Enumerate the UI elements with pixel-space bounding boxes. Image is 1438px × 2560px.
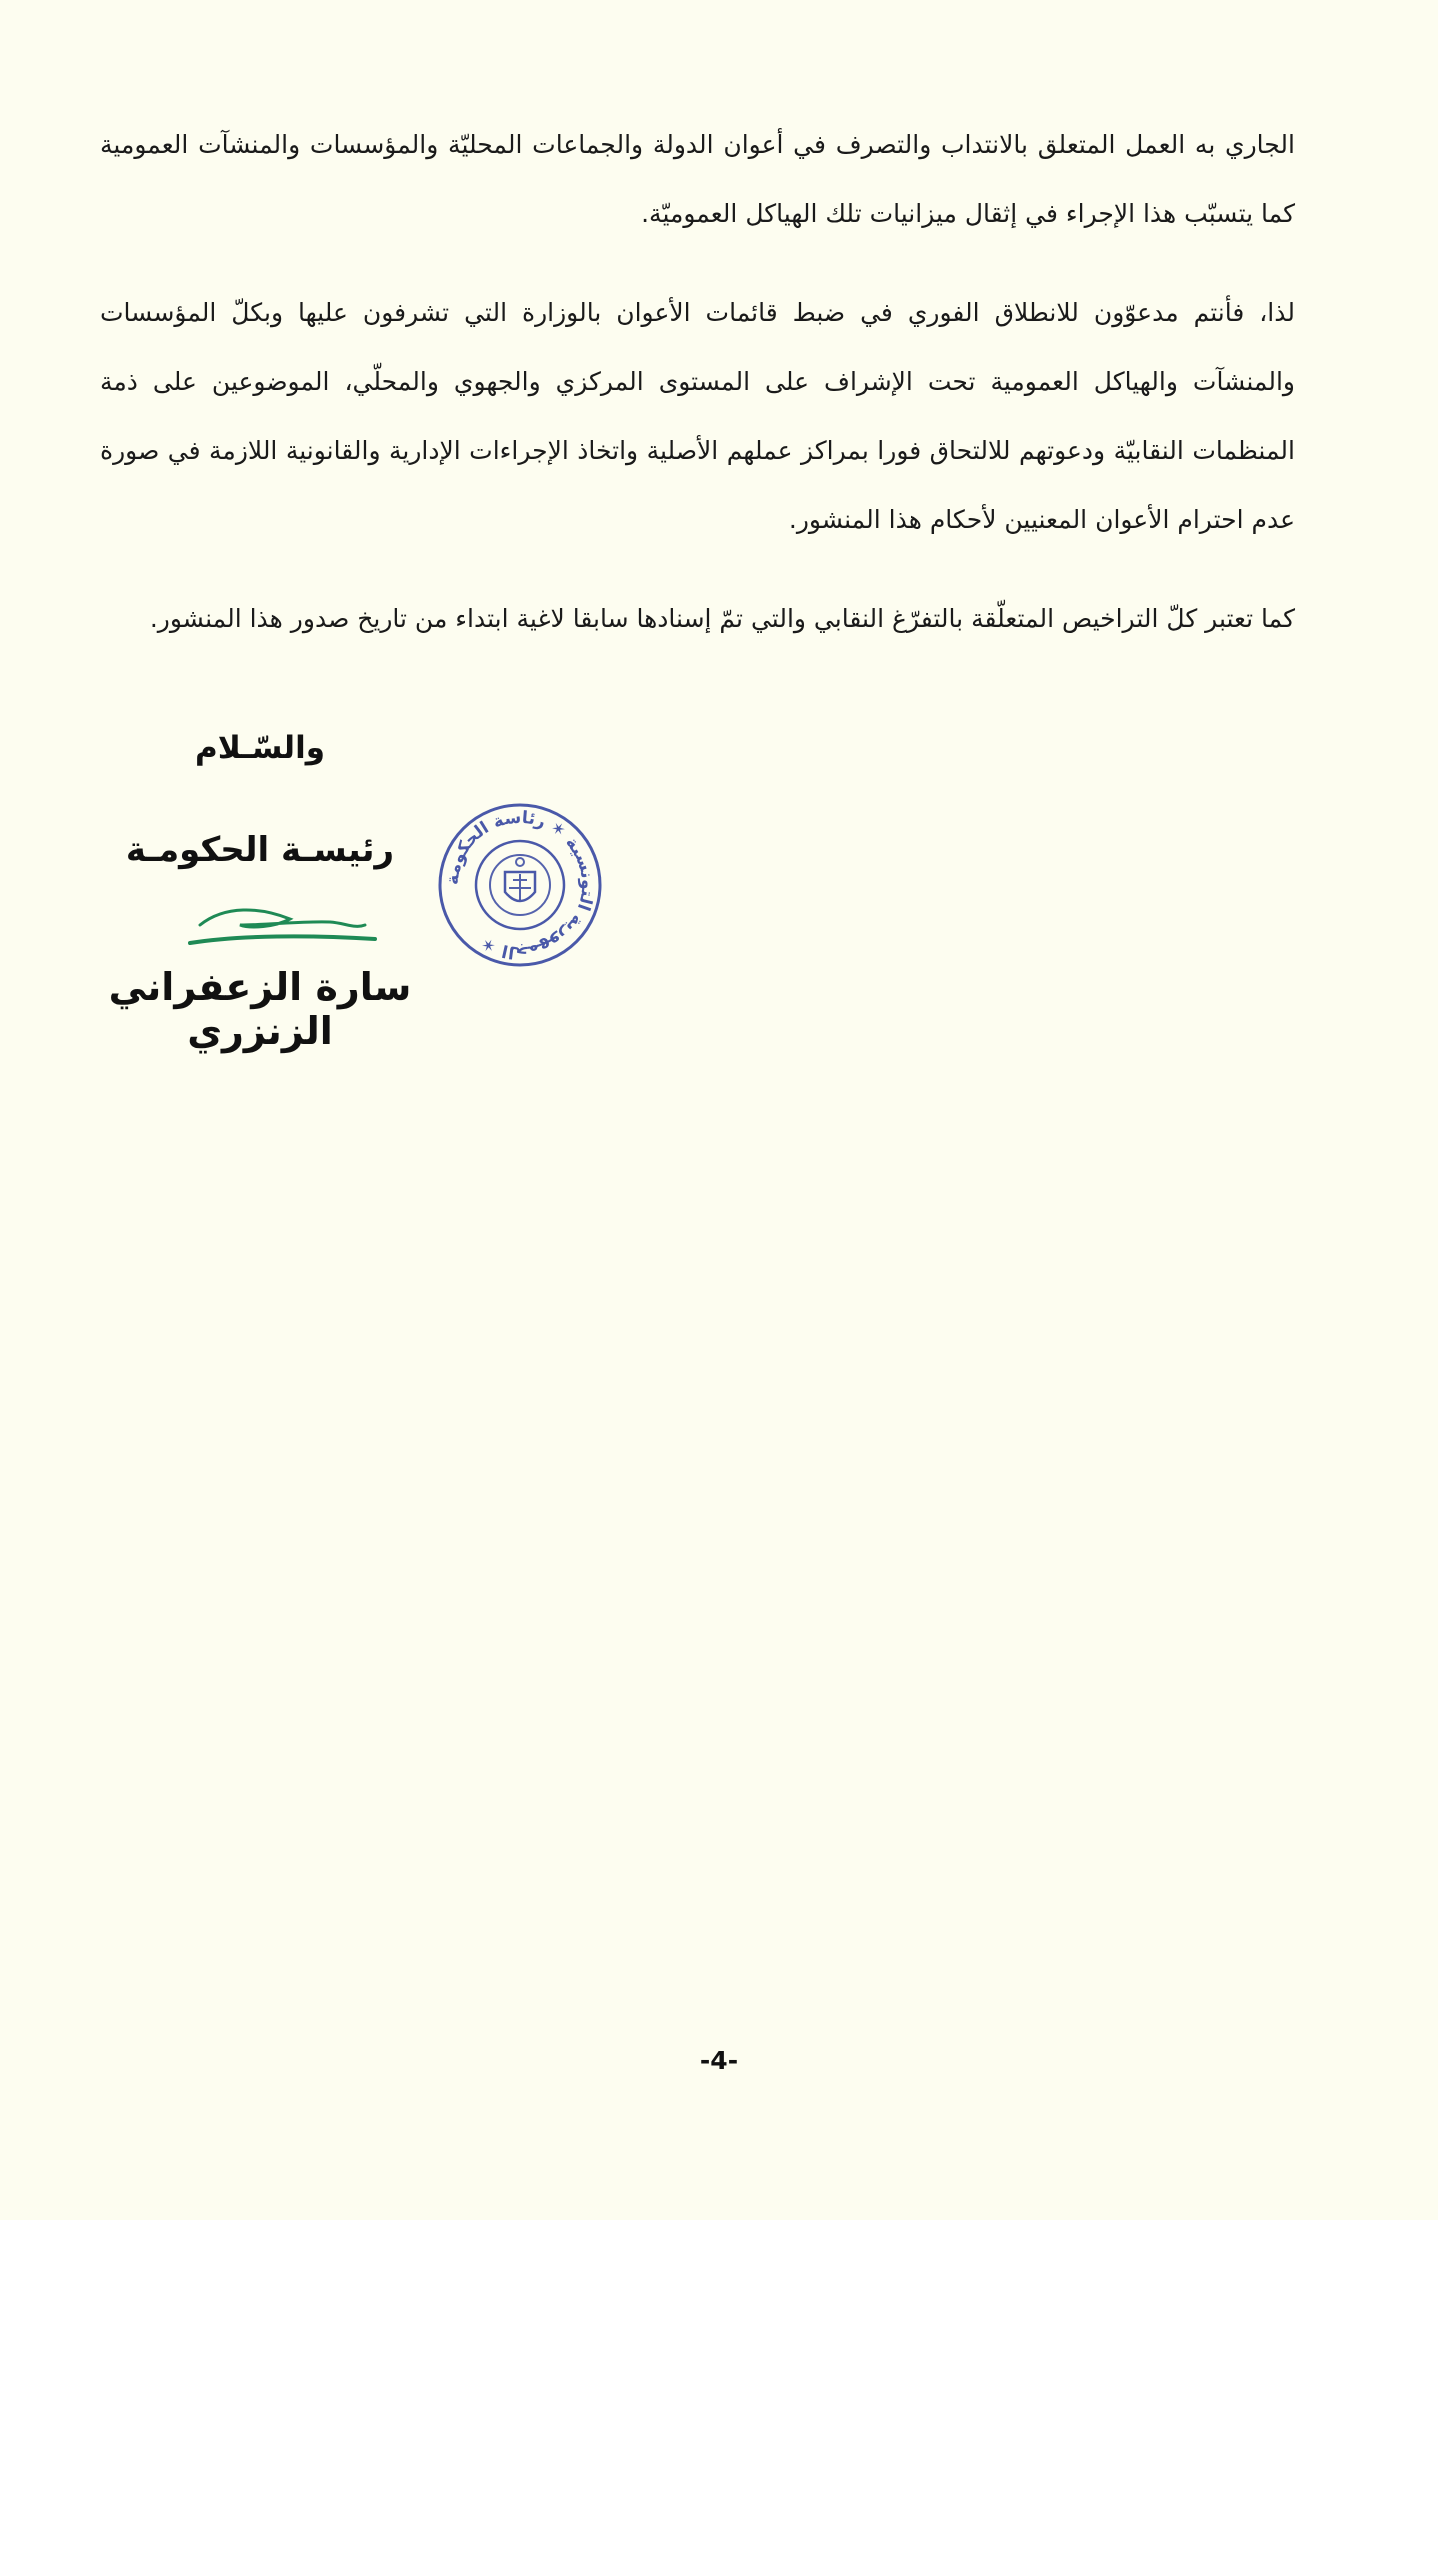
- letter-body: [100, 110, 1295, 683]
- seal-ring-text: الجمهورية التونسية ✶ رئاسة الحكومة ✶: [442, 807, 598, 963]
- paragraph-1: الجاري به العمل المتعلق بالانتداب والتصرف في أعوان الدولة والجماعات المحليّة والمؤسسات والمنشآت العمومية كما يتسبّب هذا الإجراء في إثقال ميزانيات تلك الهياكل العموميّة.: [100, 130, 1295, 228]
- salutation: والسّـلام: [195, 730, 325, 766]
- signer-title: رئيسـة الحكومـة: [125, 830, 395, 870]
- official-seal: [435, 800, 605, 974]
- page-number: -4-: [699, 2046, 739, 2075]
- paragraph-3: كما تعتبر كلّ التراخيص المتعلّقة بالتفرّغ النقابي والتي تمّ إسنادها سابقا لاغية ابتداء من تاريخ صدور هذا المنشور.: [149, 604, 1295, 633]
- handwritten-signature: [180, 895, 380, 959]
- paragraph-2: لذا، فأنتم مدعوّون للانطلاق الفوري في ضبط قائمات الأعوان بالوزارة التي تشرفون عليها وبكلّ المؤسسات والمنشآت والهياكل العمومية تحت الإشراف على المستوى المركزي والجهوي والمحلّي، الموضوعين على ذمة المنظمات النقابيّة ودعوتهم للالتحاق فورا بمراكز عملهم الأصلية واتخاذ الإجراءات الإدارية والقانونية اللازمة في صورة عدم احترام الأعوان المعنيين لأحكام هذا المنشور.: [100, 298, 1295, 534]
- signer-name: سارة الزعفراني الزنزري: [108, 965, 412, 1053]
